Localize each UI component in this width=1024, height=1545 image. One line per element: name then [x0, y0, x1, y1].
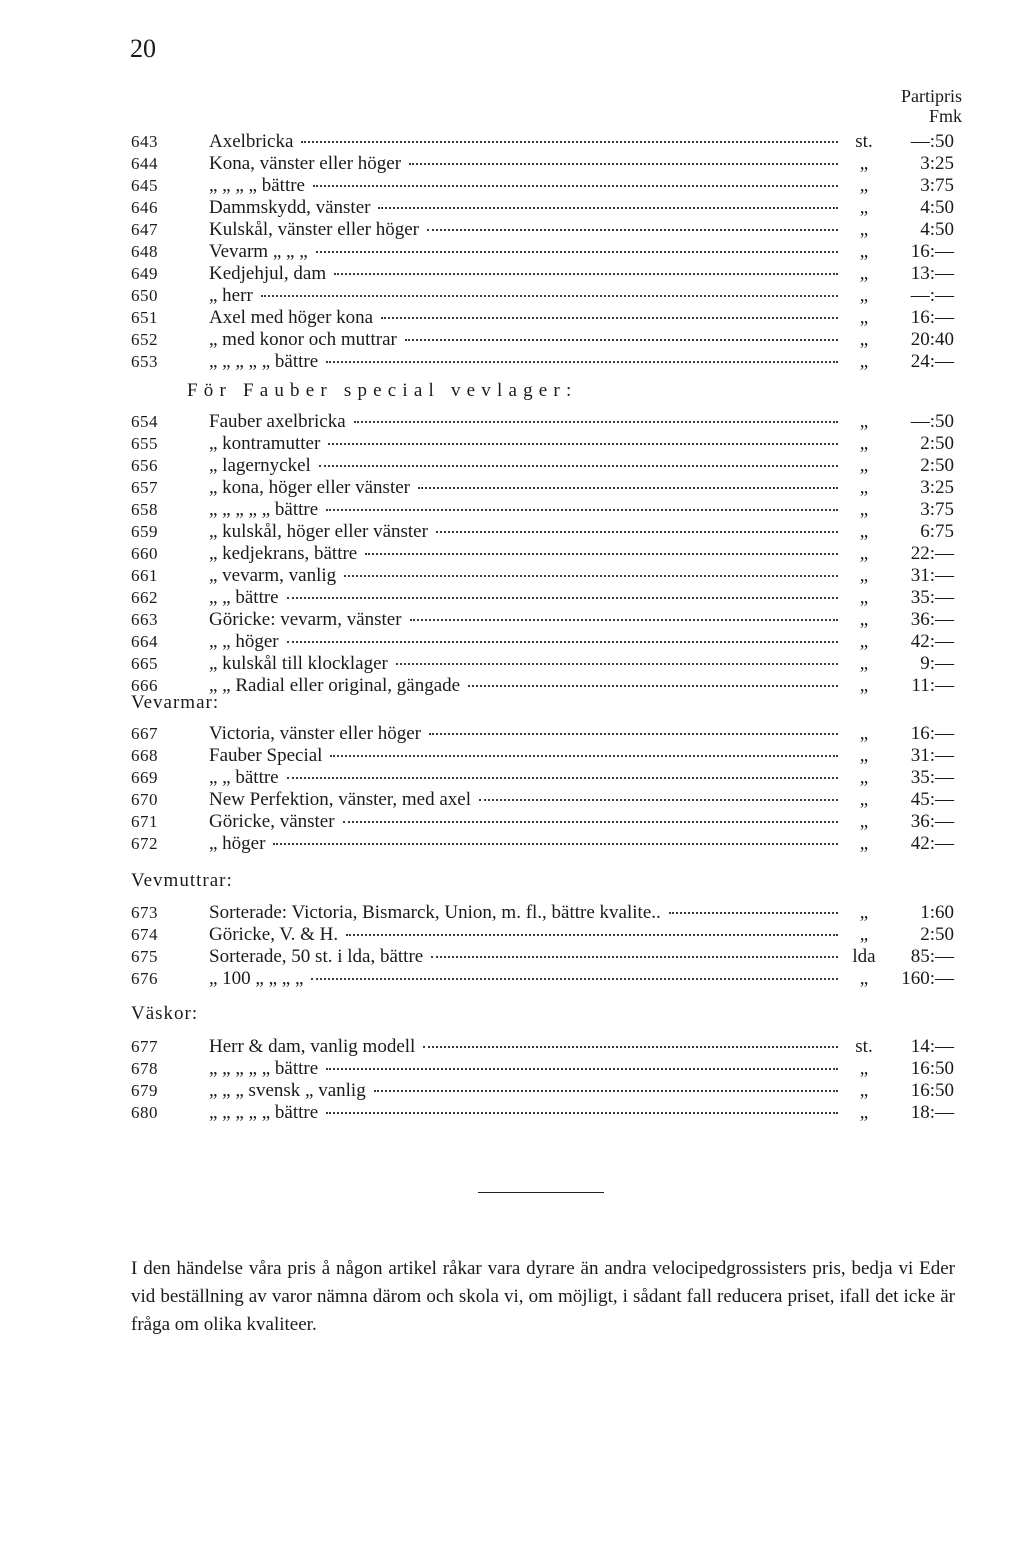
item-number: 657	[131, 478, 158, 497]
price-row	[0, 351, 1024, 373]
item-description: „ „ „ „ „ bättre	[209, 351, 319, 372]
item-number: 643	[131, 132, 158, 151]
item-unit: „	[859, 902, 869, 923]
item-description-cell	[209, 1058, 844, 1080]
dot-leader	[301, 141, 838, 143]
price-row	[0, 521, 1024, 543]
item-unit: „	[859, 241, 869, 262]
item-description: Kulskål, vänster eller höger	[209, 219, 419, 240]
price-row	[0, 1058, 1024, 1080]
item-description: Göricke, vänster	[209, 811, 335, 832]
item-price: 20:40	[910, 329, 954, 350]
item-description-cell	[209, 411, 844, 433]
item-unit: „	[859, 329, 869, 350]
item-price: 16:50	[910, 1058, 954, 1079]
dot-leader	[669, 912, 838, 914]
item-description: „ kedjekrans, bättre	[209, 543, 358, 564]
item-unit: „	[859, 433, 869, 454]
price-row	[0, 307, 1024, 329]
item-price: 31:—	[910, 565, 954, 586]
item-description-cell	[209, 946, 844, 968]
item-description-cell	[209, 587, 844, 609]
dot-leader	[396, 663, 838, 665]
item-description-cell	[209, 433, 844, 455]
item-price: 3:75	[920, 499, 954, 520]
dot-leader	[311, 978, 838, 980]
price-row	[0, 1080, 1024, 1102]
item-price: 16:—	[910, 307, 954, 328]
dot-leader	[343, 821, 838, 823]
item-description-cell	[209, 631, 844, 653]
item-number: 665	[131, 654, 158, 673]
item-description-cell	[209, 1036, 844, 1058]
price-row	[0, 411, 1024, 433]
item-description: „ „ „ „ bättre	[209, 175, 305, 196]
price-row	[0, 902, 1024, 924]
item-unit: „	[859, 197, 869, 218]
item-description-cell	[209, 351, 844, 373]
price-row	[0, 153, 1024, 175]
item-price: 35:—	[910, 767, 954, 788]
item-number: 648	[131, 242, 158, 261]
item-description-cell	[209, 263, 844, 285]
item-price: 22:—	[910, 543, 954, 564]
item-unit: „	[859, 263, 869, 284]
item-description-cell	[209, 811, 844, 833]
item-unit: „	[859, 307, 869, 328]
item-number: 646	[131, 198, 158, 217]
item-price: 3:75	[920, 175, 954, 196]
item-price: 2:50	[920, 455, 954, 476]
item-number: 669	[131, 768, 158, 787]
item-price: 9:—	[920, 653, 954, 674]
price-row	[0, 811, 1024, 833]
item-unit: „	[859, 968, 869, 989]
item-unit: „	[859, 833, 869, 854]
dot-leader	[374, 1090, 838, 1092]
item-unit: „	[859, 811, 869, 832]
item-price: 2:50	[920, 433, 954, 454]
item-description-cell	[209, 609, 844, 631]
item-description-cell	[209, 219, 844, 241]
item-price: 42:—	[910, 833, 954, 854]
item-description: Axel med höger kona	[209, 307, 374, 328]
item-description-cell	[209, 543, 844, 565]
item-price: 1:60	[920, 902, 954, 923]
item-unit: „	[859, 924, 869, 945]
item-description-cell	[209, 521, 844, 543]
dot-leader	[468, 685, 838, 687]
dot-leader	[313, 185, 838, 187]
item-number: 663	[131, 610, 158, 629]
item-description: „ herr	[209, 285, 253, 306]
price-row	[0, 675, 1024, 697]
item-number: 666	[131, 676, 158, 695]
dot-leader	[365, 553, 838, 555]
item-number: 645	[131, 176, 158, 195]
dot-leader	[328, 443, 838, 445]
item-price: 3:25	[920, 477, 954, 498]
price-row	[0, 1102, 1024, 1124]
item-description: Fauber axelbricka	[209, 411, 346, 432]
price-row	[0, 565, 1024, 587]
item-description-cell	[209, 329, 844, 351]
dot-leader	[273, 843, 838, 845]
item-number: 673	[131, 903, 158, 922]
dot-leader	[334, 273, 838, 275]
item-unit: „	[859, 653, 869, 674]
item-price: 16:—	[910, 723, 954, 744]
price-row	[0, 653, 1024, 675]
item-description: „ vevarm, vanlig	[209, 565, 337, 586]
item-description: Göricke: vevarm, vänster	[209, 609, 402, 630]
item-number: 675	[131, 947, 158, 966]
item-number: 649	[131, 264, 158, 283]
item-description-cell	[209, 285, 844, 307]
price-column-header: Partipris	[901, 86, 962, 106]
item-unit: „	[859, 631, 869, 652]
item-number: 655	[131, 434, 158, 453]
item-price: 16:50	[910, 1080, 954, 1101]
item-price: 14:—	[910, 1036, 954, 1057]
item-unit: „	[859, 675, 869, 696]
price-row	[0, 587, 1024, 609]
dot-leader	[330, 755, 838, 757]
price-row	[0, 924, 1024, 946]
dot-leader	[326, 509, 838, 511]
item-description: Herr & dam, vanlig modell	[209, 1036, 416, 1057]
price-row	[0, 946, 1024, 968]
dot-leader	[344, 575, 838, 577]
item-number: 650	[131, 286, 158, 305]
item-unit: „	[859, 745, 869, 766]
item-unit: „	[859, 411, 869, 432]
item-number: 658	[131, 500, 158, 519]
item-description: „ „ Radial eller original, gängade	[209, 675, 461, 696]
item-number: 676	[131, 969, 158, 988]
dot-leader	[326, 361, 838, 363]
item-description: „ kulskål, höger eller vänster	[209, 521, 428, 542]
price-row	[0, 745, 1024, 767]
item-price: —:—	[910, 285, 954, 306]
item-description: „ „ „ „ „ bättre	[209, 1102, 319, 1123]
price-row	[0, 241, 1024, 263]
item-unit: „	[859, 609, 869, 630]
divider	[478, 1192, 604, 1193]
item-description-cell	[209, 131, 844, 153]
dot-leader	[326, 1068, 838, 1070]
item-price: 35:—	[910, 587, 954, 608]
dot-leader	[409, 163, 838, 165]
item-description-cell	[209, 833, 844, 855]
item-description: „ „ „ „ „ bättre	[209, 1058, 319, 1079]
item-description: „ 100 „ „ „ „	[209, 968, 304, 989]
item-description-cell	[209, 197, 844, 219]
item-description-cell	[209, 745, 844, 767]
item-description-cell	[209, 499, 844, 521]
item-number: 653	[131, 352, 158, 371]
dot-leader	[378, 207, 838, 209]
item-number: 668	[131, 746, 158, 765]
dot-leader	[431, 956, 838, 958]
item-price: 18:—	[910, 1102, 954, 1123]
dot-leader	[287, 597, 838, 599]
item-number: 667	[131, 724, 158, 743]
item-price: 31:—	[910, 745, 954, 766]
item-number: 662	[131, 588, 158, 607]
currency-header: Fmk	[928, 106, 962, 126]
price-row	[0, 197, 1024, 219]
price-row	[0, 609, 1024, 631]
dot-leader	[354, 421, 838, 423]
price-row	[0, 433, 1024, 455]
item-unit: „	[859, 219, 869, 240]
item-unit: „	[859, 477, 869, 498]
item-number: 670	[131, 790, 158, 809]
item-description: „ „ bättre	[209, 587, 279, 608]
item-number: 672	[131, 834, 158, 853]
item-number: 680	[131, 1103, 158, 1122]
item-price: 13:—	[910, 263, 954, 284]
item-description-cell	[209, 767, 844, 789]
dot-leader	[346, 934, 838, 936]
item-description: „ „ „ svensk „ vanlig	[209, 1080, 366, 1101]
section-heading-fauber: För Fauber special vevlager:	[187, 380, 578, 401]
price-row	[0, 723, 1024, 745]
item-description: „ „ höger	[209, 631, 279, 652]
item-unit: „	[859, 543, 869, 564]
item-unit: „	[859, 455, 869, 476]
item-price: 2:50	[920, 924, 954, 945]
item-number: 664	[131, 632, 158, 651]
item-unit: „	[859, 723, 869, 744]
dot-leader	[436, 531, 838, 533]
item-price: 45:—	[910, 789, 954, 810]
item-price: 11:—	[911, 675, 954, 696]
item-description-cell	[209, 565, 844, 587]
section-heading-vaskor: Väskor:	[131, 1003, 199, 1024]
item-description: Fauber Special	[209, 745, 323, 766]
item-description: Axelbricka	[209, 131, 294, 152]
item-description: Sorterade: Victoria, Bismarck, Union, m. fl., bättre kvalite..	[209, 902, 661, 923]
price-row	[0, 968, 1024, 990]
section-heading-vevmuttrar: Vevmuttrar:	[131, 870, 233, 891]
item-number: 674	[131, 925, 158, 944]
item-description-cell	[209, 153, 844, 175]
item-unit: lda	[852, 946, 876, 967]
price-row	[0, 1036, 1024, 1058]
item-number: 659	[131, 522, 158, 541]
item-description: „ kona, höger eller vänster	[209, 477, 410, 498]
price-row	[0, 285, 1024, 307]
item-description: „ „ bättre	[209, 767, 279, 788]
price-row	[0, 631, 1024, 653]
item-description-cell	[209, 1080, 844, 1102]
dot-leader	[287, 777, 838, 779]
item-price: —:50	[910, 131, 954, 152]
item-unit: „	[859, 1080, 869, 1101]
item-description: „ lagernyckel	[209, 455, 311, 476]
item-description-cell	[209, 675, 844, 697]
item-number: 678	[131, 1059, 158, 1078]
item-description-cell	[209, 1102, 844, 1124]
dot-leader	[316, 251, 838, 253]
item-unit: „	[859, 521, 869, 542]
item-description-cell	[209, 307, 844, 329]
dot-leader	[326, 1112, 838, 1114]
price-row	[0, 477, 1024, 499]
item-description-cell	[209, 902, 844, 924]
item-description: „ med konor och muttrar	[209, 329, 397, 350]
item-unit: „	[859, 1102, 869, 1123]
dot-leader	[410, 619, 838, 621]
item-description: Dammskydd, vänster	[209, 197, 371, 218]
item-description-cell	[209, 968, 844, 990]
item-price: 6:75	[920, 521, 954, 542]
dot-leader	[405, 339, 838, 341]
item-price: —:50	[910, 411, 954, 432]
price-row	[0, 329, 1024, 351]
item-unit: „	[859, 587, 869, 608]
item-unit: „	[859, 175, 869, 196]
item-number: 656	[131, 456, 158, 475]
item-number: 644	[131, 154, 158, 173]
item-unit: „	[859, 499, 869, 520]
item-number: 671	[131, 812, 158, 831]
item-unit: „	[859, 565, 869, 586]
item-number: 660	[131, 544, 158, 563]
footnote: I den händelse våra pris å någon artikel råkar vara dyrare än andra velocipedgrossisters pris, bedja vi Eder vid beställning av varor nämna därom och skola vi, om möjligt, i sådant fall reducera priset, ifall det icke är fråga om olika kvaliteer.	[131, 1258, 955, 1335]
section-heading-vevarmar: Vevarmar:	[131, 692, 220, 713]
price-row	[0, 833, 1024, 855]
price-row	[0, 263, 1024, 285]
item-unit: „	[859, 153, 869, 174]
price-row	[0, 131, 1024, 153]
item-description: Kona, vänster eller höger	[209, 153, 402, 174]
price-row	[0, 767, 1024, 789]
item-description: Kedjehjul, dam	[209, 263, 327, 284]
dot-leader	[479, 799, 838, 801]
item-description: Göricke, V. & H.	[209, 924, 339, 945]
item-description-cell	[209, 723, 844, 745]
dot-leader	[429, 733, 838, 735]
item-number: 661	[131, 566, 158, 585]
item-price: 36:—	[910, 609, 954, 630]
price-row	[0, 543, 1024, 565]
item-description: Victoria, vänster eller höger	[209, 723, 421, 744]
item-number: 647	[131, 220, 158, 239]
price-row	[0, 499, 1024, 521]
item-description: „ kulskål till klocklager	[209, 653, 388, 674]
dot-leader	[261, 295, 838, 297]
item-unit: „	[859, 351, 869, 372]
item-description-cell	[209, 653, 844, 675]
item-description-cell	[209, 924, 844, 946]
item-description-cell	[209, 241, 844, 263]
dot-leader	[381, 317, 838, 319]
item-price: 4:50	[920, 219, 954, 240]
item-unit: st.	[855, 131, 873, 152]
price-row	[0, 175, 1024, 197]
item-number: 654	[131, 412, 158, 431]
item-description: Vevarm „ „ „	[209, 241, 308, 262]
item-price: 42:—	[910, 631, 954, 652]
dot-leader	[423, 1046, 838, 1048]
item-unit: „	[859, 789, 869, 810]
price-row	[0, 455, 1024, 477]
item-description-cell	[209, 477, 844, 499]
item-number: 652	[131, 330, 158, 349]
item-description-cell	[209, 175, 844, 197]
item-description: „ höger	[209, 833, 266, 854]
item-price: 16:—	[910, 241, 954, 262]
item-description: „ kontramutter	[209, 433, 321, 454]
dot-leader	[287, 641, 838, 643]
item-description-cell	[209, 789, 844, 811]
item-price: 160:—	[901, 968, 954, 989]
page-number: 20	[130, 34, 156, 63]
item-number: 677	[131, 1037, 158, 1056]
item-unit: „	[859, 767, 869, 788]
item-unit: „	[859, 285, 869, 306]
item-number: 651	[131, 308, 158, 327]
item-price: 85:—	[910, 946, 954, 967]
dot-leader	[418, 487, 838, 489]
item-number: 679	[131, 1081, 158, 1100]
price-row	[0, 219, 1024, 241]
item-price: 36:—	[910, 811, 954, 832]
item-unit: „	[859, 1058, 869, 1079]
price-row	[0, 789, 1024, 811]
item-price: 4:50	[920, 197, 954, 218]
item-price: 24:—	[910, 351, 954, 372]
dot-leader	[319, 465, 838, 467]
item-description: „ „ „ „ „ bättre	[209, 499, 319, 520]
dot-leader	[427, 229, 838, 231]
item-description-cell	[209, 455, 844, 477]
item-price: 3:25	[920, 153, 954, 174]
item-unit: st.	[855, 1036, 873, 1057]
item-description: Sorterade, 50 st. i lda, bättre	[209, 946, 424, 967]
item-description: New Perfektion, vänster, med axel	[209, 789, 471, 810]
